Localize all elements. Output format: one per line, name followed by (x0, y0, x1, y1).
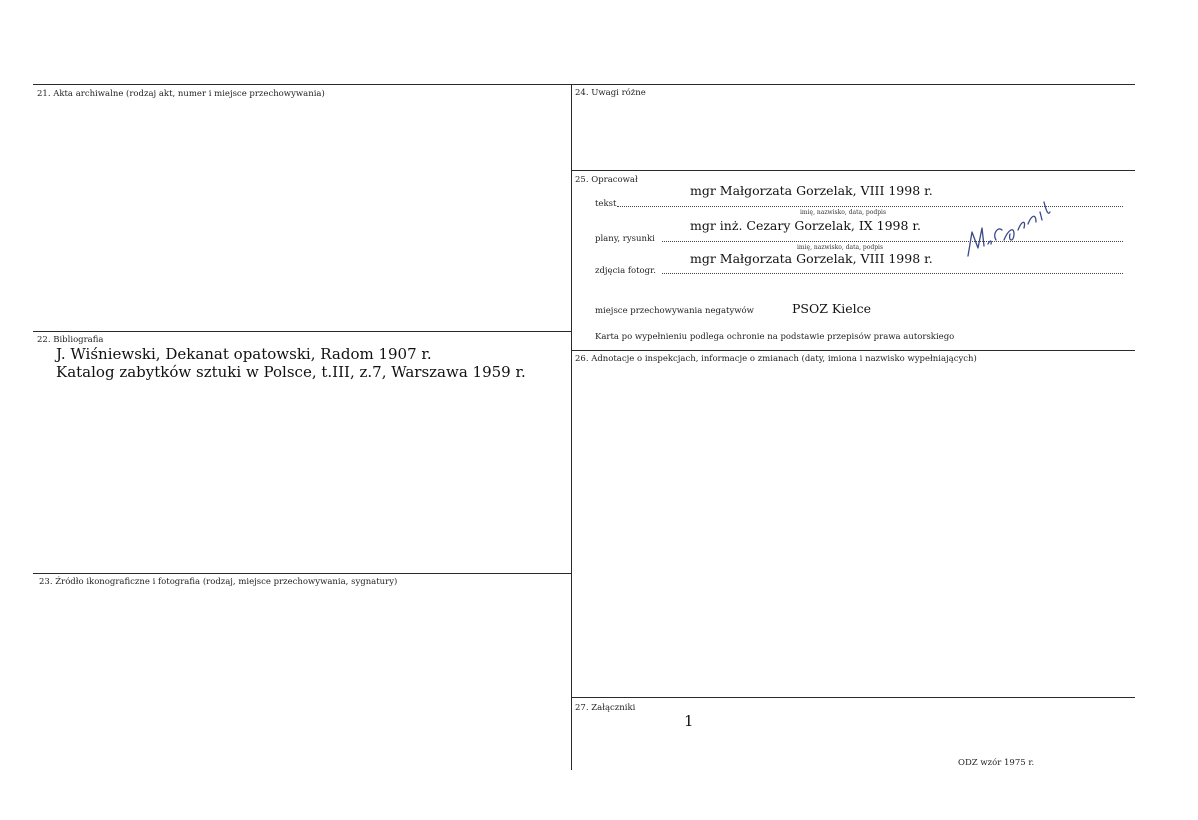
zdjecia-dotted-line (662, 273, 1123, 274)
top-rule (33, 84, 1135, 85)
zdjecia-label: zdjęcia fotogr. (595, 266, 656, 276)
rule-23 (33, 573, 571, 574)
section-23-label: 23. Źródło ikonograficzne i fotografia (rodzaj, miejsce przechowywania, sygnatury) (39, 577, 398, 587)
rule-25 (571, 170, 1135, 171)
rule-22 (33, 331, 571, 332)
section-25-label: 25. Opracował (575, 175, 638, 185)
zdjecia-value: mgr Małgorzata Gorzelak, VIII 1998 r. (690, 251, 933, 266)
tekst-sublabel: imię, nazwisko, data, podpis (800, 209, 887, 216)
section-22-label: 22. Bibliografia (37, 335, 104, 345)
form-reference: ODZ wzór 1975 r. (958, 758, 1035, 768)
tekst-value: mgr Małgorzata Gorzelak, VIII 1998 r. (690, 183, 933, 198)
section-27-label: 27. Załączniki (575, 703, 636, 713)
section-24-label: 24. Uwagi różne (575, 88, 646, 98)
rule-27 (571, 697, 1135, 698)
bibliography-entry-1: J. Wiśniewski, Dekanat opatowski, Radom 1907 r. (56, 345, 432, 363)
tekst-label: tekst (595, 199, 617, 209)
rule-26 (571, 350, 1135, 351)
attachments-count: 1 (684, 712, 694, 730)
copyright-note: Karta po wypełnieniu podlega ochronie na podstawie przepisów prawa autorskiego (595, 332, 955, 342)
negatives-label: miejsce przechowywania negatywów (595, 306, 754, 316)
plany-sublabel: imię, nazwisko, data, podpis (797, 244, 884, 251)
plany-label: plany, rysunki (595, 234, 655, 244)
section-26-label: 26. Adnotacje o inspekcjach, informacje o zmianach (daty, imiona i nazwisko wypełniających) (575, 354, 977, 364)
handwritten-signature (962, 190, 1054, 262)
bibliography-entry-2: Katalog zabytków sztuki w Polsce, t.III, z.7, Warszawa 1959 r. (56, 363, 526, 381)
center-divider (571, 84, 572, 770)
section-21-label: 21. Akta archiwalne (rodzaj akt, numer i miejsce przechowywania) (37, 89, 325, 99)
negatives-value: PSOZ Kielce (792, 301, 872, 316)
plany-value: mgr inż. Cezary Gorzelak, IX 1998 r. (690, 218, 922, 233)
